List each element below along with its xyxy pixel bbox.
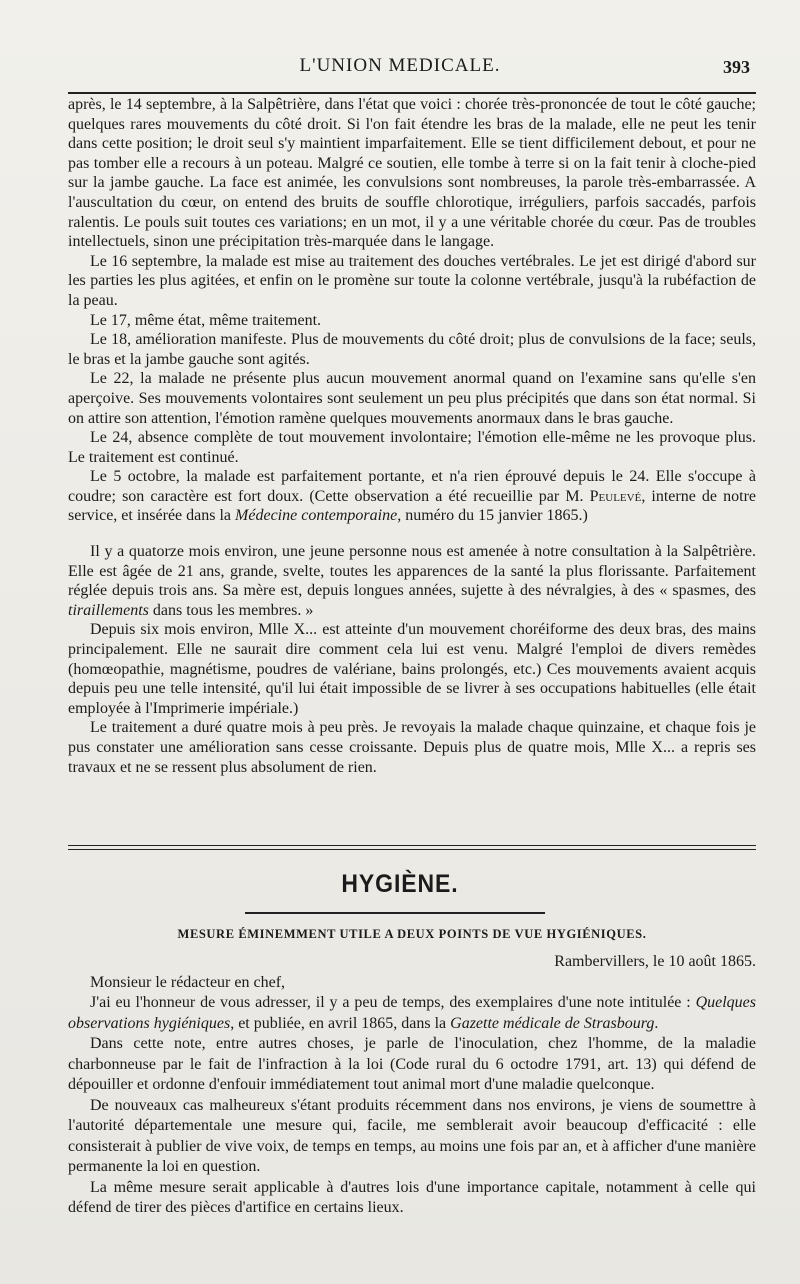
paragraph: Le 17, même état, même traitement. [90, 311, 322, 329]
letter-body [68, 952, 756, 1219]
text-run: , et publiée, en avril 1865, dans la [230, 1014, 451, 1032]
salutation: Monsieur le rédacteur en chef, [90, 973, 286, 991]
paragraph: Depuis six mois environ, Mlle X... est atteinte d'un mouvement choréiforme des deux bras, des mains principalement. Elle ne saurait dire comment cela lui est venu. Malgré l'emploi de divers remèdes (homœopathie, magnétisme, poudres de valériane, bains prolongés, etc.) Ces mouvements avaient acquis depuis peu une telle intensité, qu'il lui était impossible de se livrer à ses occupations habituelles (elle était employée à l'Imprimerie impériale.) [68, 621, 756, 717]
text-run: J'ai eu l'honneur de vous adresser, il y a peu de temps, des exemplaires d'une note intitulée : [90, 994, 696, 1011]
page-number: 393 [723, 57, 750, 77]
paragraph: Le 24, absence complète de tout mouvement involontaire; l'émotion elle-même ne les provoque plus. Le traitement est continué. [68, 429, 756, 466]
paragraph: De nouveaux cas malheureux s'étant produits récemment dans nos environs, je viens de soumettre à l'autorité départementale une mesure qui, facile, me semblerait avoir beaucoup d'efficacité : elle consisterait à publier de vive voix, de temps en temps, au moins une fois par an, et à afficher d'une manière permanente la loi en question. [68, 1096, 756, 1175]
text-run: . [654, 1014, 659, 1032]
paragraph: Dans cette note, entre autres choses, je parle de l'inoculation, chez l'homme, de la maladie charbonneuse par le fait de l'infraction à la loi (Code rural du 6 octodre 1791, art. 13) qui défend de dépouiller et ordonne d'enfouir immédiatement tout animal mort d'une maladie quelconque. [68, 1035, 756, 1093]
running-title: L'UNION MEDICALE. [299, 55, 501, 76]
note-title: Quelques observations hygiéniques [68, 994, 756, 1032]
emphasis: tiraillements [68, 601, 149, 619]
journal-title: Médecine contemporaine [235, 507, 398, 525]
article-heading: MESURE ÉMINEMMENT UTILE A DEUX POINTS DE VUE HYGIÉNIQUES. [177, 927, 647, 941]
header-rule [68, 92, 756, 94]
text-run: Le 5 octobre, la malade est parfaitement portante, et n'a rien éprouvé depuis le 24. Elle s'occupe à coudre; son caractère est fort doux. (Cette observation a été recueillie par M. [68, 468, 756, 505]
article-body [68, 95, 756, 777]
paragraph: La même mesure serait applicable à d'autres lois d'une importance capitale, notamment à celle qui défend de tirer des pièces d'artifice en certains lieux. [68, 1178, 756, 1216]
paragraph: Le 16 septembre, la malade est mise au traitement des douches vertébrales. Le jet est dirigé d'abord sur les parties les plus agitées, et enfin on le promène sur toute la colonne vertébrale, jusqu'à la rubéfaction de la peau. [68, 252, 756, 309]
text-run: , interne de notre service, et insérée dans la [68, 487, 757, 525]
title-rule [245, 912, 545, 914]
text-run: , numéro du 15 janvier 1865.) [397, 507, 588, 525]
section-title: HYGIÈNE. [341, 870, 459, 898]
text-run: Il y a quatorze mois environ, une jeune personne nous est amenée à notre consultation à la Salpêtrière. Elle est âgée de 21 ans, grande, svelte, toutes les apparences de la santé la plus florissante. Parfaitement réglée depuis trois ans. Sa mère est, depuis longues années, sujette à des névralgies, à des « spasmes, des [68, 543, 756, 600]
paragraph [68, 467, 756, 526]
journal-title: Gazette médicale de Strasbourg [450, 1014, 655, 1032]
paragraph: après, le 14 septembre, à la Salpêtrière, dans l'état que voici : chorée très-prononcée de tout le côté gauche; quelques rares mouvements du côté droit. Si l'on fait étendre les bras de la malade, elle ne peut les tenir dans cette position; le droit seul s'y maintient imparfaitement. Elle se tient difficilement debout, et pour ne pas tomber elle a recours à un poteau. Malgré ce soutien, elle tombe à terre si on la fait tenir à cloche-pied sur la jambe gauche. La face est animée, les convulsions sont nombreuses, la parole très-embarrassée. A l'auscultation du cœur, on entend des bruits de souffle chlorotique, irréguliers, parfois saccadés, parfois ralentis. Le pouls suit toutes ces variations; en un mot, il y a une véritable chorée du cœur. Pas de troubles intellectuels, sinon une précipitation très-marquée dans le langage. [68, 96, 756, 251]
text-run: dans tous les membres. » [148, 601, 314, 619]
spacer [68, 526, 756, 542]
paragraph [68, 993, 756, 1034]
paragraph: Le 22, la malade ne présente plus aucun mouvement anormal quand on l'examine sans qu'elle s'en aperçoive. Ses mouvements volontaires sont seulement un peu plus précipités que dans son état normal. Si on attire son attention, l'émotion ramène quelques mouvements anormaux dans le bras gauche. [68, 370, 756, 427]
paragraph: Le traitement a duré quatre mois à peu près. Je revoyais la malade chaque quinzaine, et chaque fois je pus constater une amélioration sans cesse croissante. Depuis plus de quatre mois, Mlle X... a repris ses travaux et ne se ressent plus absolument de rien. [68, 719, 756, 776]
paragraph [68, 542, 756, 620]
section-divider [68, 845, 756, 850]
dateline: Rambervillers, le 10 août 1865. [554, 953, 756, 970]
running-head [0, 55, 800, 83]
paragraph: Le 18, amélioration manifeste. Plus de mouvements du côté droit; plus de convulsions de la face; seuls, le bras et la jambe gauche sont agités. [68, 331, 756, 368]
author-name: Peulevé [589, 487, 642, 505]
